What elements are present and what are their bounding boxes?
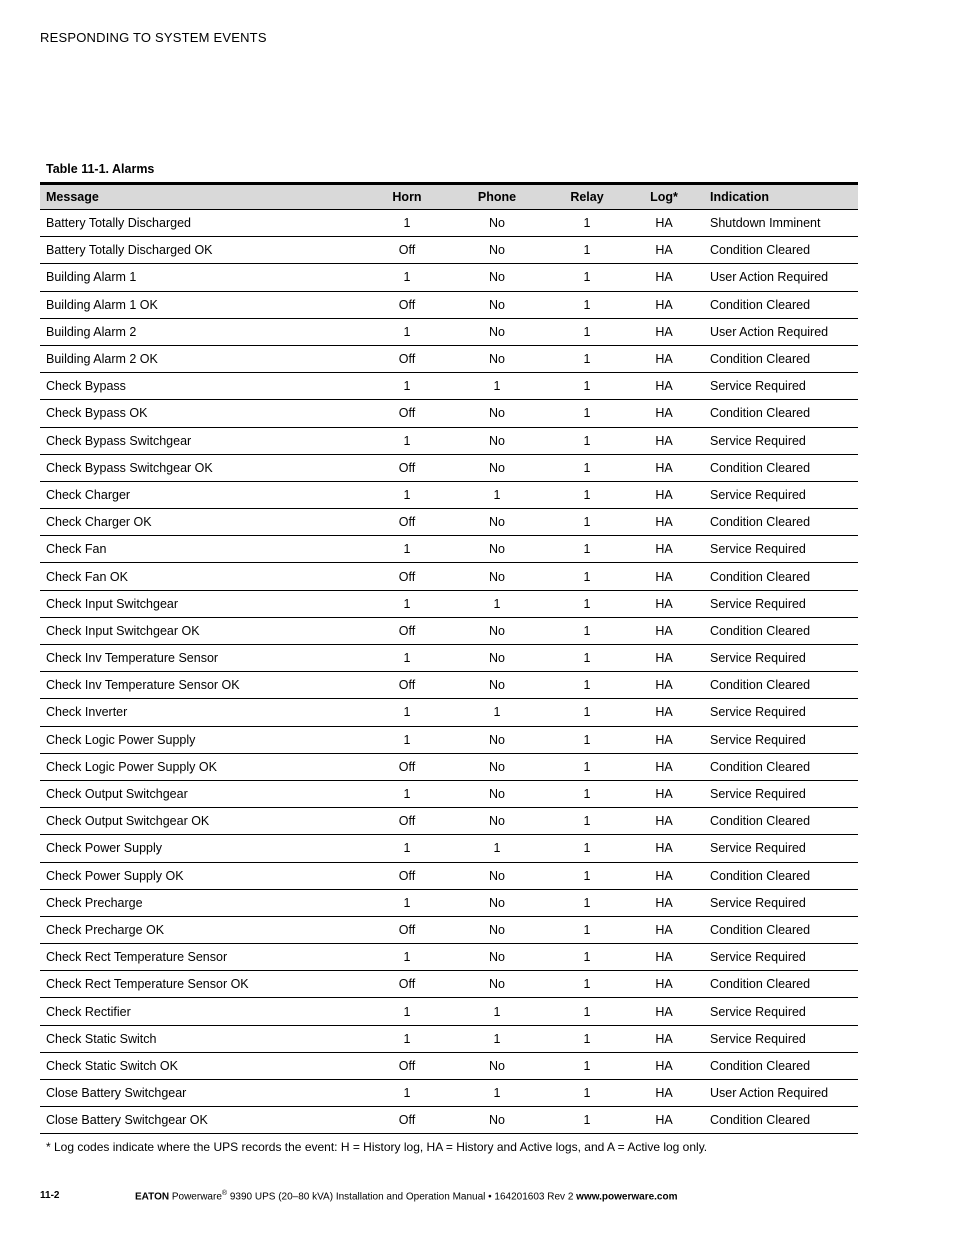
cell-phone: No bbox=[444, 862, 550, 889]
cell-relay: 1 bbox=[550, 1052, 624, 1079]
cell-phone: No bbox=[444, 563, 550, 590]
cell-log: HA bbox=[624, 726, 704, 753]
cell-indication: Condition Cleared bbox=[704, 291, 858, 318]
footer-website: www.powerware.com bbox=[576, 1191, 678, 1203]
cell-relay: 1 bbox=[550, 808, 624, 835]
table-row bbox=[40, 726, 858, 753]
cell-horn: Off bbox=[370, 971, 444, 998]
cell-indication: Service Required bbox=[704, 780, 858, 807]
cell-indication: Condition Cleared bbox=[704, 1052, 858, 1079]
column-header-relay: Relay bbox=[570, 190, 604, 204]
cell-indication: Service Required bbox=[704, 835, 858, 862]
table-row bbox=[40, 345, 858, 372]
cell-log: HA bbox=[624, 318, 704, 345]
table-row bbox=[40, 481, 858, 508]
cell-log: HA bbox=[624, 780, 704, 807]
cell-horn: 1 bbox=[370, 944, 444, 971]
cell-relay: 1 bbox=[550, 916, 624, 943]
table-row bbox=[40, 210, 858, 237]
cell-relay: 1 bbox=[550, 1107, 624, 1134]
cell-message: Building Alarm 1 bbox=[40, 264, 370, 291]
cell-phone: No bbox=[444, 400, 550, 427]
cell-horn: Off bbox=[370, 563, 444, 590]
cell-indication: Condition Cleared bbox=[704, 971, 858, 998]
cell-message: Check Bypass bbox=[40, 373, 370, 400]
table-row bbox=[40, 1080, 858, 1107]
table-row bbox=[40, 509, 858, 536]
alarms-table bbox=[40, 182, 858, 1134]
cell-message: Check Power Supply OK bbox=[40, 862, 370, 889]
cell-log: HA bbox=[624, 889, 704, 916]
cell-indication: Service Required bbox=[704, 590, 858, 617]
table-row bbox=[40, 672, 858, 699]
cell-message: Check Charger OK bbox=[40, 509, 370, 536]
page-section-header: RESPONDING TO SYSTEM EVENTS bbox=[40, 30, 267, 45]
table-row bbox=[40, 400, 858, 427]
cell-message: Check Rect Temperature Sensor OK bbox=[40, 971, 370, 998]
cell-horn: 1 bbox=[370, 481, 444, 508]
cell-horn: 1 bbox=[370, 726, 444, 753]
cell-message: Battery Totally Discharged OK bbox=[40, 237, 370, 264]
cell-indication: Service Required bbox=[704, 998, 858, 1025]
cell-message: Close Battery Switchgear OK bbox=[40, 1107, 370, 1134]
cell-phone: 1 bbox=[444, 590, 550, 617]
cell-horn: Off bbox=[370, 291, 444, 318]
cell-message: Check Fan OK bbox=[40, 563, 370, 590]
cell-indication: Condition Cleared bbox=[704, 862, 858, 889]
cell-horn: 1 bbox=[370, 318, 444, 345]
table-row bbox=[40, 617, 858, 644]
cell-message: Check Output Switchgear OK bbox=[40, 808, 370, 835]
cell-indication: Service Required bbox=[704, 944, 858, 971]
cell-log: HA bbox=[624, 427, 704, 454]
table-row bbox=[40, 699, 858, 726]
cell-relay: 1 bbox=[550, 780, 624, 807]
cell-relay: 1 bbox=[550, 645, 624, 672]
table-row bbox=[40, 237, 858, 264]
cell-horn: 1 bbox=[370, 210, 444, 237]
cell-log: HA bbox=[624, 563, 704, 590]
cell-relay: 1 bbox=[550, 862, 624, 889]
cell-message: Check Input Switchgear OK bbox=[40, 617, 370, 644]
cell-indication: User Action Required bbox=[704, 318, 858, 345]
cell-relay: 1 bbox=[550, 237, 624, 264]
cell-log: HA bbox=[624, 264, 704, 291]
table-header-row bbox=[40, 184, 858, 210]
table-row bbox=[40, 944, 858, 971]
cell-indication: User Action Required bbox=[704, 264, 858, 291]
table-title: Table 11-1. Alarms bbox=[46, 162, 155, 176]
cell-phone: 1 bbox=[444, 998, 550, 1025]
cell-relay: 1 bbox=[550, 726, 624, 753]
cell-relay: 1 bbox=[550, 753, 624, 780]
cell-indication: Condition Cleared bbox=[704, 916, 858, 943]
cell-message: Check Rect Temperature Sensor bbox=[40, 944, 370, 971]
cell-horn: 1 bbox=[370, 536, 444, 563]
cell-message: Check Logic Power Supply OK bbox=[40, 753, 370, 780]
cell-indication: Condition Cleared bbox=[704, 509, 858, 536]
cell-phone: No bbox=[444, 808, 550, 835]
cell-indication: Service Required bbox=[704, 1025, 858, 1052]
table-row bbox=[40, 536, 858, 563]
cell-relay: 1 bbox=[550, 835, 624, 862]
cell-indication: Condition Cleared bbox=[704, 237, 858, 264]
table-row bbox=[40, 264, 858, 291]
cell-log: HA bbox=[624, 509, 704, 536]
cell-indication: Condition Cleared bbox=[704, 617, 858, 644]
cell-message: Battery Totally Discharged bbox=[40, 210, 370, 237]
footer-product: Powerware bbox=[169, 1191, 222, 1203]
cell-message: Building Alarm 2 bbox=[40, 318, 370, 345]
table-row bbox=[40, 916, 858, 943]
cell-horn: Off bbox=[370, 345, 444, 372]
table-row bbox=[40, 563, 858, 590]
cell-phone: No bbox=[444, 318, 550, 345]
cell-phone: No bbox=[444, 264, 550, 291]
column-header-phone: Phone bbox=[477, 190, 517, 204]
cell-phone: No bbox=[444, 345, 550, 372]
cell-phone: No bbox=[444, 726, 550, 753]
cell-message: Check Inv Temperature Sensor OK bbox=[40, 672, 370, 699]
cell-indication: Service Required bbox=[704, 726, 858, 753]
cell-relay: 1 bbox=[550, 672, 624, 699]
cell-message: Check Input Switchgear bbox=[40, 590, 370, 617]
cell-indication: Condition Cleared bbox=[704, 1107, 858, 1134]
cell-log: HA bbox=[624, 753, 704, 780]
cell-horn: 1 bbox=[370, 1080, 444, 1107]
cell-phone: No bbox=[444, 210, 550, 237]
cell-log: HA bbox=[624, 1025, 704, 1052]
cell-phone: No bbox=[444, 916, 550, 943]
cell-log: HA bbox=[624, 237, 704, 264]
cell-log: HA bbox=[624, 590, 704, 617]
cell-phone: 1 bbox=[444, 1025, 550, 1052]
cell-log: HA bbox=[624, 971, 704, 998]
table-row bbox=[40, 971, 858, 998]
table-row bbox=[40, 291, 858, 318]
cell-log: HA bbox=[624, 998, 704, 1025]
cell-relay: 1 bbox=[550, 509, 624, 536]
cell-horn: 1 bbox=[370, 889, 444, 916]
cell-message: Check Precharge bbox=[40, 889, 370, 916]
table-row bbox=[40, 373, 858, 400]
column-header-horn: Horn bbox=[392, 190, 422, 204]
column-header-log: Log* bbox=[650, 190, 678, 204]
cell-relay: 1 bbox=[550, 944, 624, 971]
cell-indication: Condition Cleared bbox=[704, 454, 858, 481]
table-row bbox=[40, 1025, 858, 1052]
cell-indication: Condition Cleared bbox=[704, 753, 858, 780]
cell-phone: No bbox=[444, 1107, 550, 1134]
cell-relay: 1 bbox=[550, 998, 624, 1025]
cell-horn: Off bbox=[370, 454, 444, 481]
footer-text bbox=[135, 1190, 678, 1202]
footer-description: 9390 UPS (20–80 kVA) Installation and Operation Manual • 164201603 Rev 2 bbox=[227, 1191, 577, 1203]
cell-log: HA bbox=[624, 835, 704, 862]
cell-phone: No bbox=[444, 536, 550, 563]
cell-relay: 1 bbox=[550, 481, 624, 508]
cell-relay: 1 bbox=[550, 400, 624, 427]
cell-message: Check Bypass Switchgear bbox=[40, 427, 370, 454]
cell-phone: 1 bbox=[444, 1080, 550, 1107]
cell-log: HA bbox=[624, 373, 704, 400]
cell-indication: Service Required bbox=[704, 427, 858, 454]
cell-log: HA bbox=[624, 400, 704, 427]
cell-log: HA bbox=[624, 454, 704, 481]
cell-log: HA bbox=[624, 672, 704, 699]
cell-horn: Off bbox=[370, 1052, 444, 1079]
table-row bbox=[40, 454, 858, 481]
cell-message: Check Inverter bbox=[40, 699, 370, 726]
cell-relay: 1 bbox=[550, 291, 624, 318]
page-number: 11-2 bbox=[40, 1190, 60, 1201]
table-row bbox=[40, 753, 858, 780]
cell-relay: 1 bbox=[550, 264, 624, 291]
cell-horn: 1 bbox=[370, 1025, 444, 1052]
cell-log: HA bbox=[624, 699, 704, 726]
cell-phone: No bbox=[444, 672, 550, 699]
footer-brand: EATON bbox=[135, 1191, 170, 1203]
cell-log: HA bbox=[624, 617, 704, 644]
table-row bbox=[40, 889, 858, 916]
cell-horn: 1 bbox=[370, 264, 444, 291]
cell-horn: Off bbox=[370, 509, 444, 536]
cell-log: HA bbox=[624, 1107, 704, 1134]
cell-phone: No bbox=[444, 237, 550, 264]
cell-relay: 1 bbox=[550, 889, 624, 916]
column-header-indication: Indication bbox=[710, 190, 770, 204]
cell-phone: No bbox=[444, 944, 550, 971]
cell-indication: Service Required bbox=[704, 481, 858, 508]
cell-horn: 1 bbox=[370, 645, 444, 672]
cell-phone: 1 bbox=[444, 835, 550, 862]
cell-relay: 1 bbox=[550, 617, 624, 644]
cell-message: Check Power Supply bbox=[40, 835, 370, 862]
table-row bbox=[40, 1107, 858, 1134]
cell-log: HA bbox=[624, 1080, 704, 1107]
cell-relay: 1 bbox=[550, 1080, 624, 1107]
cell-horn: Off bbox=[370, 672, 444, 699]
cell-phone: No bbox=[444, 645, 550, 672]
table-row bbox=[40, 318, 858, 345]
cell-horn: Off bbox=[370, 617, 444, 644]
cell-message: Building Alarm 2 OK bbox=[40, 345, 370, 372]
registered-mark: ® bbox=[221, 1190, 228, 1197]
cell-phone: No bbox=[444, 291, 550, 318]
cell-relay: 1 bbox=[550, 590, 624, 617]
cell-phone: No bbox=[444, 780, 550, 807]
cell-log: HA bbox=[624, 808, 704, 835]
cell-horn: 1 bbox=[370, 590, 444, 617]
cell-phone: 1 bbox=[444, 699, 550, 726]
cell-relay: 1 bbox=[550, 427, 624, 454]
table-row bbox=[40, 590, 858, 617]
cell-indication: Service Required bbox=[704, 889, 858, 916]
cell-indication: Service Required bbox=[704, 699, 858, 726]
cell-horn: 1 bbox=[370, 427, 444, 454]
cell-relay: 1 bbox=[550, 563, 624, 590]
cell-horn: 1 bbox=[370, 373, 444, 400]
table-row bbox=[40, 645, 858, 672]
cell-log: HA bbox=[624, 291, 704, 318]
cell-message: Check Bypass Switchgear OK bbox=[40, 454, 370, 481]
cell-phone: No bbox=[444, 971, 550, 998]
cell-relay: 1 bbox=[550, 373, 624, 400]
table-row bbox=[40, 835, 858, 862]
cell-relay: 1 bbox=[550, 536, 624, 563]
cell-horn: Off bbox=[370, 808, 444, 835]
cell-message: Check Rectifier bbox=[40, 998, 370, 1025]
cell-phone: No bbox=[444, 1052, 550, 1079]
cell-horn: 1 bbox=[370, 835, 444, 862]
cell-log: HA bbox=[624, 210, 704, 237]
cell-phone: No bbox=[444, 889, 550, 916]
cell-log: HA bbox=[624, 645, 704, 672]
cell-message: Close Battery Switchgear bbox=[40, 1080, 370, 1107]
cell-horn: Off bbox=[370, 400, 444, 427]
cell-message: Check Inv Temperature Sensor bbox=[40, 645, 370, 672]
table-row bbox=[40, 998, 858, 1025]
cell-horn: Off bbox=[370, 1107, 444, 1134]
cell-phone: No bbox=[444, 509, 550, 536]
cell-indication: Condition Cleared bbox=[704, 672, 858, 699]
cell-message: Check Charger bbox=[40, 481, 370, 508]
cell-relay: 1 bbox=[550, 318, 624, 345]
cell-horn: Off bbox=[370, 916, 444, 943]
cell-relay: 1 bbox=[550, 1025, 624, 1052]
cell-indication: Condition Cleared bbox=[704, 563, 858, 590]
cell-indication: Condition Cleared bbox=[704, 808, 858, 835]
cell-relay: 1 bbox=[550, 699, 624, 726]
cell-phone: 1 bbox=[444, 481, 550, 508]
cell-horn: 1 bbox=[370, 699, 444, 726]
table-footnote: * Log codes indicate where the UPS records the event: H = History log, HA = History and Active logs, and A = Active log only. bbox=[46, 1140, 708, 1154]
cell-log: HA bbox=[624, 862, 704, 889]
cell-relay: 1 bbox=[550, 454, 624, 481]
table-row bbox=[40, 862, 858, 889]
cell-horn: Off bbox=[370, 862, 444, 889]
table-row bbox=[40, 1052, 858, 1079]
cell-indication: Shutdown Imminent bbox=[704, 210, 858, 237]
cell-indication: Condition Cleared bbox=[704, 400, 858, 427]
cell-log: HA bbox=[624, 944, 704, 971]
cell-phone: No bbox=[444, 753, 550, 780]
cell-message: Check Static Switch bbox=[40, 1025, 370, 1052]
table-row bbox=[40, 427, 858, 454]
cell-horn: 1 bbox=[370, 998, 444, 1025]
cell-message: Building Alarm 1 OK bbox=[40, 291, 370, 318]
cell-log: HA bbox=[624, 345, 704, 372]
cell-horn: 1 bbox=[370, 780, 444, 807]
cell-message: Check Bypass OK bbox=[40, 400, 370, 427]
cell-log: HA bbox=[624, 1052, 704, 1079]
table-body bbox=[40, 210, 858, 1134]
cell-log: HA bbox=[624, 536, 704, 563]
cell-horn: Off bbox=[370, 237, 444, 264]
cell-indication: Service Required bbox=[704, 536, 858, 563]
cell-indication: Service Required bbox=[704, 645, 858, 672]
column-header-message: Message bbox=[46, 190, 99, 204]
cell-indication: Service Required bbox=[704, 373, 858, 400]
cell-indication: User Action Required bbox=[704, 1080, 858, 1107]
cell-relay: 1 bbox=[550, 345, 624, 372]
table-row bbox=[40, 780, 858, 807]
cell-message: Check Logic Power Supply bbox=[40, 726, 370, 753]
cell-message: Check Fan bbox=[40, 536, 370, 563]
cell-horn: Off bbox=[370, 753, 444, 780]
cell-phone: No bbox=[444, 454, 550, 481]
cell-phone: No bbox=[444, 427, 550, 454]
table-row bbox=[40, 808, 858, 835]
cell-log: HA bbox=[624, 481, 704, 508]
cell-message: Check Output Switchgear bbox=[40, 780, 370, 807]
cell-phone: 1 bbox=[444, 373, 550, 400]
cell-relay: 1 bbox=[550, 210, 624, 237]
cell-message: Check Precharge OK bbox=[40, 916, 370, 943]
cell-message: Check Static Switch OK bbox=[40, 1052, 370, 1079]
cell-log: HA bbox=[624, 916, 704, 943]
cell-phone: No bbox=[444, 617, 550, 644]
cell-relay: 1 bbox=[550, 971, 624, 998]
cell-indication: Condition Cleared bbox=[704, 345, 858, 372]
